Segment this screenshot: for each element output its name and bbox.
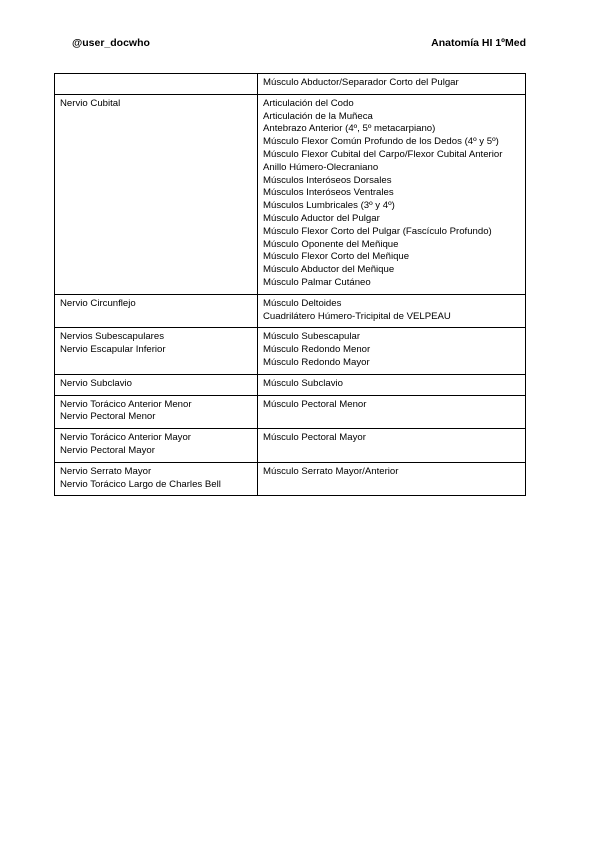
- nerve-cell: [55, 294, 258, 328]
- innervated-structure: Articulación de la Muñeca: [263, 110, 373, 122]
- table-row: [55, 74, 526, 95]
- innervated-structures-cell: [258, 429, 526, 463]
- nerve-cell: [55, 429, 258, 463]
- nerve-cell: [55, 395, 258, 429]
- innervated-structure: Músculo Subclavio: [263, 377, 343, 389]
- innervated-structure: Músculo Pectoral Mayor: [263, 432, 366, 444]
- innervated-structure: Músculo Abductor/Separador Corto del Pulgar: [263, 77, 459, 88]
- table-row: [55, 429, 526, 463]
- table-row: [55, 374, 526, 395]
- nerve-cell: [55, 374, 258, 395]
- nerve-cell: [55, 462, 258, 496]
- innervated-structures-cell: [258, 462, 526, 496]
- innervated-structure: Músculo Pectoral Menor: [263, 398, 367, 410]
- author-handle: @user_docwho: [72, 37, 150, 49]
- nerve-name: Nervio Serrato Mayor: [60, 465, 152, 477]
- innervated-structure: Músculo Serrato Mayor/Anterior: [263, 465, 399, 477]
- nerve-name: Nervio Torácico Largo de Charles Bell: [60, 478, 221, 490]
- innervated-structure: Músculos Interóseos Ventrales: [263, 187, 394, 199]
- innervated-structure: Músculo Redondo Mayor: [263, 356, 370, 368]
- document-course-title: Anatomía HI 1ºMed: [431, 37, 526, 49]
- table-row: [55, 395, 526, 429]
- nerve-name: Nervio Torácico Anterior Mayor: [60, 432, 191, 444]
- innervated-structure: Músculo Oponente del Meñique: [263, 238, 399, 250]
- innervated-structure: Músculo Palmar Cutáneo: [263, 276, 371, 288]
- nerve-name: Nervios Subescapulares: [60, 331, 164, 343]
- innervated-structures-cell: [258, 328, 526, 374]
- innervated-structure: Cuadrilátero Húmero-Tricipital de VELPEAU: [263, 310, 451, 322]
- innervated-structure: Anillo Húmero-Olecraniano: [263, 161, 379, 173]
- innervated-structure: Músculo Redondo Menor: [263, 344, 371, 356]
- nerve-cell: [55, 94, 258, 294]
- nerve-name: Nervio Escapular Inferior: [60, 344, 166, 356]
- innervated-structure: Músculo Flexor Común Profundo de los Dedos (4º y 5º): [263, 136, 499, 148]
- nerve-innervation-table: [54, 73, 526, 496]
- innervated-structure: Músculo Flexor Cubital del Carpo/Flexor Cubital Anterior: [263, 148, 503, 160]
- nerve-name: Nervio Pectoral Menor: [60, 411, 156, 423]
- table-row: [55, 294, 526, 328]
- innervated-structure: Músculo Abductor del Meñique: [263, 264, 395, 276]
- nerve-name: Nervio Pectoral Mayor: [60, 444, 155, 456]
- innervated-structure: Músculos Interóseos Dorsales: [263, 174, 392, 186]
- innervated-structure: Músculo Flexor Corto del Pulgar (Fascículo Profundo): [263, 225, 492, 237]
- innervated-structure: Músculos Lumbricales (3º y 4º): [263, 200, 395, 212]
- innervated-structures-cell: [258, 94, 526, 294]
- nerve-cell: [55, 328, 258, 374]
- nerve-name: Nervio Torácico Anterior Menor: [60, 398, 192, 410]
- innervated-structure: Músculo Aductor del Pulgar: [263, 212, 380, 224]
- innervated-structure: Antebrazo Anterior (4º, 5º metacarpiano): [263, 123, 436, 135]
- table-body: [55, 74, 526, 496]
- innervated-structures-cell: [258, 74, 526, 95]
- nerve-name: Nervio Cubital: [60, 97, 121, 109]
- table-row: [55, 328, 526, 374]
- nerve-name: Nervio Subclavio: [60, 377, 132, 389]
- innervated-structure: Articulación del Codo: [263, 97, 354, 109]
- nerve-name: Nervio Circunflejo: [60, 297, 136, 309]
- innervated-structures-cell: [258, 395, 526, 429]
- innervated-structure: Músculo Subescapular: [263, 331, 361, 343]
- innervated-structures-cell: [258, 294, 526, 328]
- innervated-structures-cell: [258, 374, 526, 395]
- nerve-cell: [55, 74, 258, 95]
- table-row: [55, 94, 526, 294]
- innervated-structure: Músculo Flexor Corto del Meñique: [263, 251, 410, 263]
- innervated-structure: Músculo Deltoides: [263, 297, 342, 309]
- table-row: [55, 462, 526, 496]
